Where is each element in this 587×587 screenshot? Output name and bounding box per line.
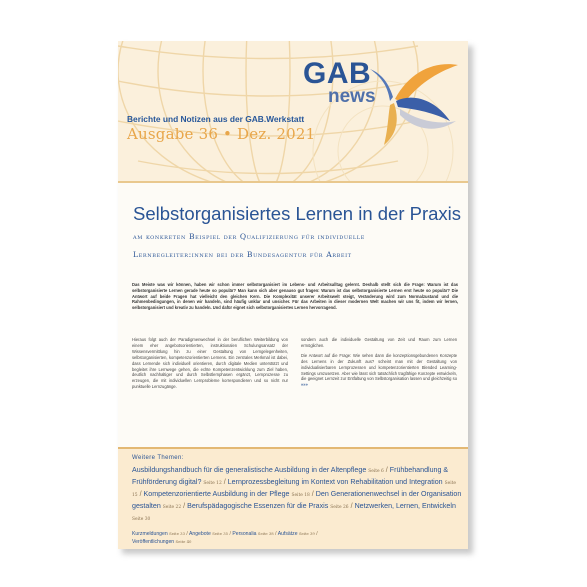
section-item: Veröffentlichungen Seite 40 — [132, 539, 192, 545]
newsletter-cover — [118, 41, 468, 549]
masthead-subtitle — [127, 114, 304, 124]
article-column-2 — [301, 337, 457, 392]
column-1-paragraph: Hieraus folgt auch der Paradigmenwechsel in der beruflichen Weiterbildung von einem eher angebotsorientierten, instruktionalen Schulungsansatz der Wissensvermittlung hin zu einer Gestaltung von Lerngelegenheiten, selbstorganisierten, kompetenzorientierten Lernens. Ein zentrales Merkmal ist dabei, dass Lernende sich individuell orientieren, durch digitale Medien unterstützt und begleitet ihre Lernwege gehen, die echte Kompetenzentwicklung zum Ziel haben, deutlich nachhaltiger und durch Selbstlernphasen ergänzt, Lernprozesse zu erzeugen, die mit individuellen Lernprobleme korrespondieren und so nicht nur punktuelle Lernzugänge. — [132, 337, 288, 390]
section-item: Angebote Seite 35 / — [188, 531, 231, 537]
column-2-paragraph-1: sondern auch die individuelle Gestaltung von Zeit und Raum zum Lernen ermöglichen. — [301, 337, 457, 348]
topic-item: Lernprozessbegleitung im Kontext von Rehabilitation und Integration Seite 15 / — [132, 478, 456, 498]
article-lead: Das Meiste was wir können, haben wir schon immer selbstorganisiert im Lebens- und Arbeitsalltag gelernt. Deshalb stellt sich die Frage: Warum ist das selbstorganisierte Lernen gerade heute so populär? Man kann sich aber genauso gut fragen: Warum ist das selbstorganisierte Lernen erst heute so populär? Die Antwort auf beide Fragen hat vielleicht den gleichen Kern. Die Komplexität unserer Arbeitswelt steigt, Veränderung wird zum Normalzustand und die Rahmenbedingungen, in denen wir handeln, sind häufig unklar und unsicher. Für das Arbeiten in dieser modernen Welt machen wir uns fit, indem wir lernen, selbstorganisiert und kreativ zu handeln. Und dafür eignet sich selbstorganisiertes Lernen hervorragend. — [132, 282, 458, 311]
section-item: Aufsätze Seite 39 / — [277, 531, 318, 537]
subtitle-prefix: Berichte und Notizen aus der — [127, 114, 246, 124]
sections-list — [132, 530, 462, 546]
topic-item: Berufspädagogische Essenzen für die Praxis Seite 26 / — [187, 502, 353, 510]
topic-item: Frühbehandlung & Frühförderung digital? Seite 12 / — [132, 466, 449, 486]
subtitle-suffix: Werkstatt — [266, 114, 305, 124]
topics-heading: Weitere Themen: — [132, 455, 184, 461]
logo-news-text: news — [328, 86, 376, 107]
topic-item: Den Generationenwechsel in der Organisation gestalten Seite 22 / — [132, 490, 462, 510]
masthead — [118, 41, 468, 181]
topic-item: Kompetenzorientierte Ausbildung in der Pflege Seite 18 / — [143, 490, 314, 498]
header-divider — [118, 181, 468, 183]
article-subhead-line-2: Lernbegleiter:innen bei der Bundesagentur für Arbeit — [133, 250, 352, 259]
logo-wordmark: GAB — [303, 57, 372, 90]
topics-divider — [118, 447, 468, 449]
topic-item: Netzwerken, Lernen, Entwickeln Seite 30 — [132, 502, 456, 522]
continue-arrow-icon: »»» — [301, 382, 308, 388]
topic-item: Ausbildungshandbuch für die generalistische Ausbildung in der Altenpflege Seite 6 / — [132, 466, 388, 474]
issue-label: Ausgabe 36 • Dez. 2021 — [127, 125, 316, 143]
topics-list — [132, 465, 462, 525]
column-2-paragraph-2: Die Antwort auf die Frage: Wie sehen dann die konzeptionsgebundenen Konzepte des Lernens in der Zukunft aus? scheint man mit der Gestaltung von individualisierbaren Lernprozessen und kompetenzorientierten Blended Learning-Settings umzusetzen. Aber wie lässt sich tatsächlich tragfähige Konzepte entwickeln, die geeignet Lernzeit zur Entfaltung von Selbstorganisation lassen und gleichzeitig so »»» — [301, 352, 457, 388]
section-item: Kurzmeldungen Seite 33 / — [132, 531, 188, 537]
section-item: Personalia Seite 38 / — [232, 531, 277, 537]
gab-news-logo — [300, 51, 460, 146]
subtitle-brand: GAB. — [245, 114, 267, 124]
article-subhead-line-1: am konkreten Beispiel der Qualifizierung für individuelle — [133, 232, 365, 241]
article-title: Selbstorganisiertes Lernen in der Praxis — [133, 203, 462, 224]
article-column-1 — [132, 337, 288, 394]
